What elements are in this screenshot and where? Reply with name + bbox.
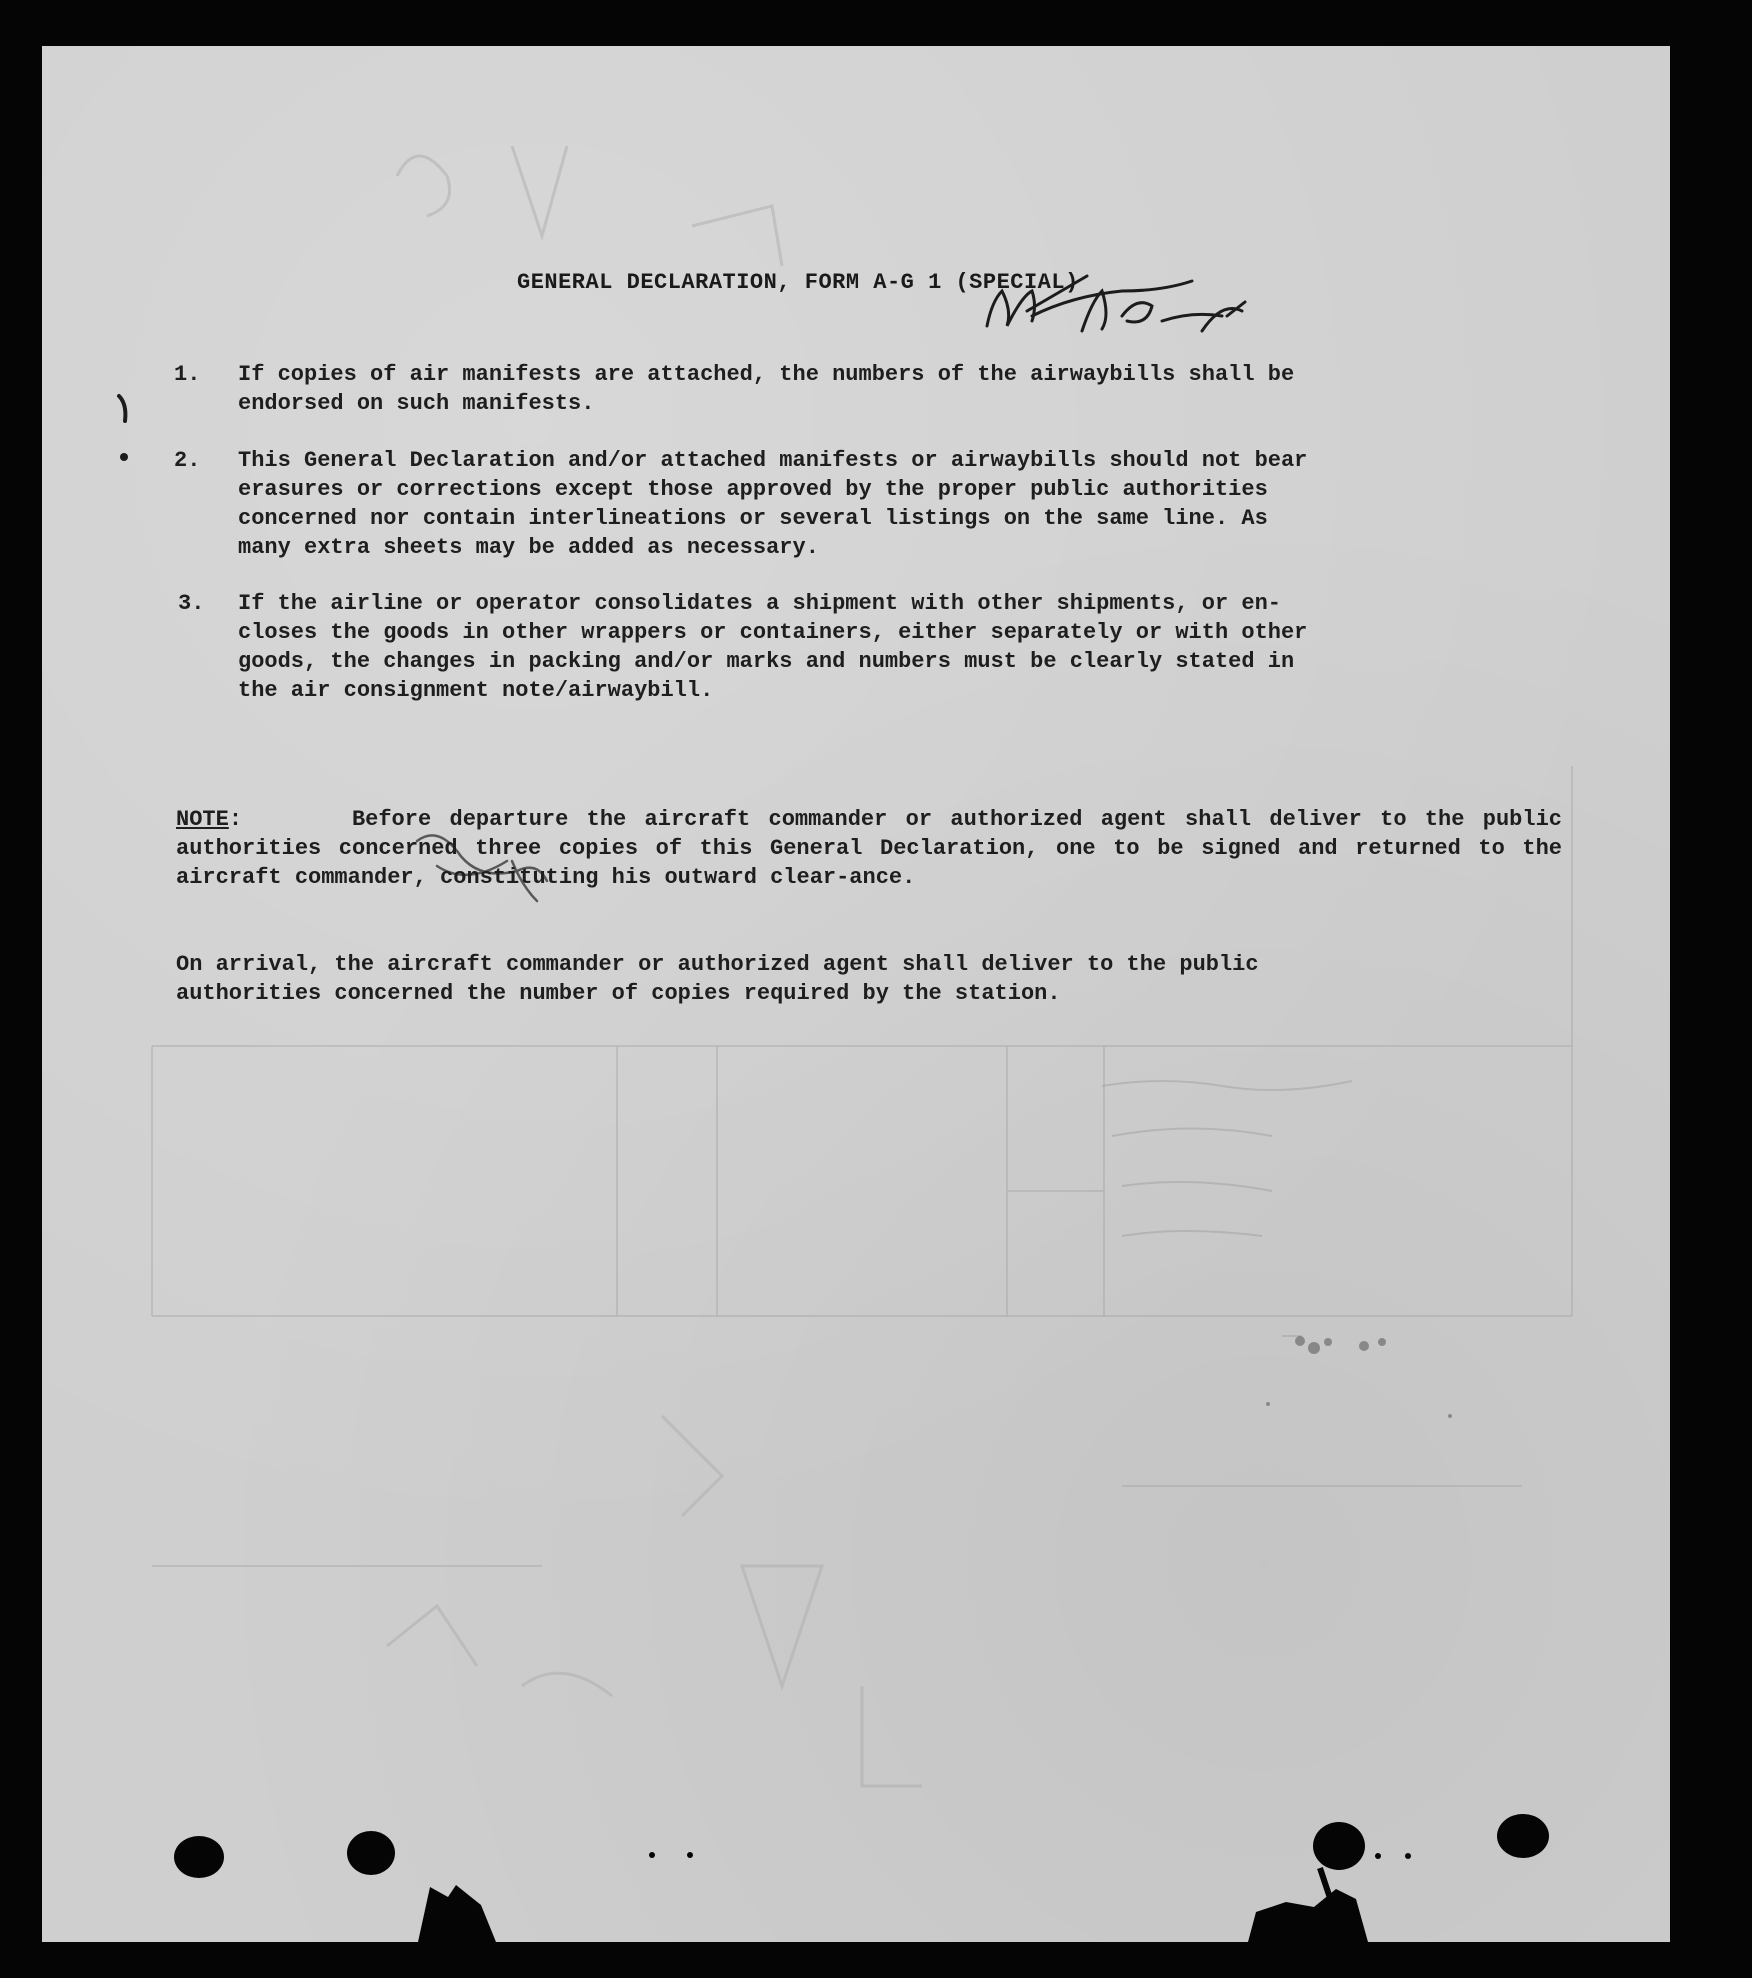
document-title: GENERAL DECLARATION, FORM A-G 1 (SPECIAL) (517, 270, 1079, 295)
paragraph-1-text: If copies of air manifests are attached, the numbers of the airwaybills shall be endorsed on such manifests. (238, 362, 1295, 416)
note-label: NOTE (176, 807, 229, 832)
arrival-paragraph: On arrival, the aircraft commander or authorized agent shall deliver to the public authorities concerned the number of copies required by the station. (176, 952, 1259, 1006)
note-text: Before departure the aircraft commander or authorized agent shall deliver to the public authorities concerned three copies of this General Declaration, one to be signed and returned to the aircraft commander, constituting his outward clear-ance. (176, 807, 1562, 890)
paragraph-3-number: 3. (178, 591, 205, 616)
paragraph-2-number: 2. (174, 448, 201, 473)
paragraph-3-text: If the airline or operator consolidates a shipment with other shipments, or en- closes the goods in other wrappers or containers, either separately or with other goods, the changes in packing and/or marks and numbers must be clearly stated in the air consignment note/airwaybill. (238, 591, 1308, 703)
paragraph-2-text: This General Declaration and/or attached manifests or airwaybills should not bear erasures or corrections except those approved by the proper public authorities concerned nor contain interlineations or several listings on the same line. As many extra sheets may be added as necessary. (238, 448, 1308, 560)
paragraph-1-number: 1. (174, 362, 201, 387)
note-block: NOTE: Before departure the aircraft commander or authorized agent shall deliver to the public authorities concerned three copies of this General Declaration, one to be signed and returned to the aircraft commander, constituting his outward clear-ance. (176, 807, 1562, 890)
